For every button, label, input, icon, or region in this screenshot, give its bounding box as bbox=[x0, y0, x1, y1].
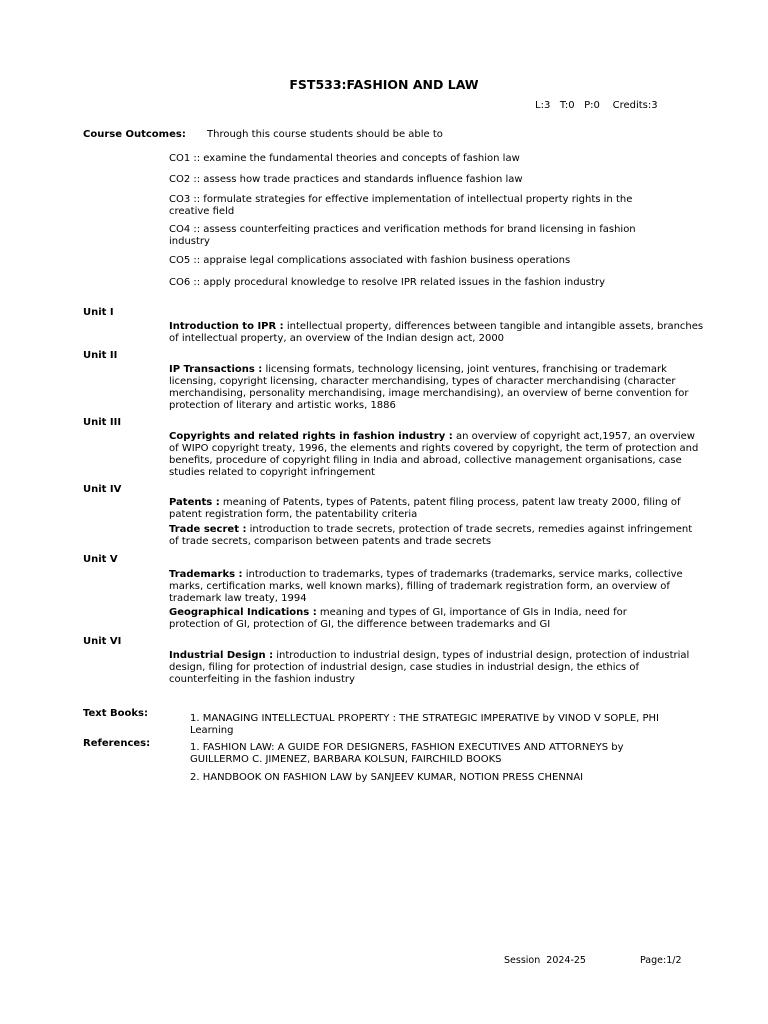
page-title: FST533:FASHION AND LAW bbox=[289, 77, 479, 92]
unit-topic bbox=[169, 607, 659, 631]
unit-topic bbox=[169, 569, 704, 605]
unit-topic bbox=[169, 431, 704, 479]
unit-topic bbox=[169, 321, 704, 345]
topic-body: licensing formats, technology licensing, joint ventures, franchising or trademark licensing, copyright licensing, character merchandising, types of character merchandising (character merchandising, personality merchandising, image merchandising), an overview of berne convention for protection of literary and artistic works, 1886 bbox=[169, 364, 689, 411]
topic-heading: Geographical Indications : bbox=[169, 607, 317, 618]
topic-heading: Introduction to IPR : bbox=[169, 321, 284, 332]
course-outcomes-intro: Through this course students should be able to bbox=[207, 129, 443, 140]
topic-heading: Patents : bbox=[169, 497, 220, 508]
topic-body: introduction to trademarks, types of trademarks (trademarks, service marks, collective marks, certification marks, well known marks), filling of trademark registration form, an overview of trademark law treaty, 1994 bbox=[169, 569, 683, 604]
topic-body: meaning and types of GI, importance of GIs in India, need for protection of GI, protection of GI, the difference between trademarks and GI bbox=[169, 607, 627, 630]
topic-heading: Industrial Design : bbox=[169, 650, 274, 661]
page-number: Page:1/2 bbox=[640, 955, 682, 966]
reference-item: 2. HANDBOOK ON FASHION LAW by SANJEEV KUMAR, NOTION PRESS CHENNAI bbox=[190, 772, 584, 783]
unit-topic bbox=[169, 364, 704, 412]
unit-topic bbox=[169, 524, 704, 548]
topic-heading: Trademarks : bbox=[169, 569, 243, 580]
topic-body: intellectual property, differences between tangible and intangible assets, branches of intellectual property, an overview of the Indian design act, 2000 bbox=[169, 321, 704, 344]
topic-body: introduction to industrial design, types of industrial design, protection of industrial design, filing for protection of industrial design, case studies in industrial design, the ethics of counterfeiting in the fashion industry bbox=[169, 650, 690, 685]
topic-body: an overview of copyright act,1957, an overview of WIPO copyright treaty, 1996, the elements and rights covered by copyright, the term of protection and benefits, procedure of copyright filing in India and abroad, collective management organisations, case studies related to copyright infringement bbox=[169, 431, 699, 478]
unit-topic bbox=[169, 650, 704, 686]
reference-item: 1. FASHION LAW: A GUIDE FOR DESIGNERS, FASHION EXECUTIVES AND ATTORNEYS by GUILLERMO C. JIMENEZ, BARBARA KOLSUN, FAIRCHILD BOOKS bbox=[190, 742, 624, 765]
credit-info: L:3 T:0 P:0 Credits:3 bbox=[535, 100, 658, 111]
co-item: CO6 :: apply procedural knowledge to resolve IPR related issues in the fashion industry bbox=[169, 277, 606, 288]
unit-label: Unit VI bbox=[83, 636, 122, 647]
topic-body: introduction to trade secrets, protection of trade secrets, remedies against infringement of trade secrets, comparison between patents and trade secrets bbox=[169, 524, 693, 547]
unit-label: Unit I bbox=[83, 307, 114, 318]
text-books-label: Text Books: bbox=[83, 708, 148, 719]
unit-label: Unit III bbox=[83, 417, 122, 428]
unit-label: Unit II bbox=[83, 350, 118, 361]
references-label: References: bbox=[83, 738, 151, 749]
co-item: CO3 :: formulate strategies for effective implementation of intellectual property rights in the creative field bbox=[169, 194, 633, 217]
session-label: Session 2024-25 bbox=[504, 955, 586, 966]
text-book-item: 1. MANAGING INTELLECTUAL PROPERTY : THE STRATEGIC IMPERATIVE by VINOD V SOPLE, PHI Learning bbox=[190, 713, 660, 736]
co-item: CO5 :: appraise legal complications associated with fashion business operations bbox=[169, 255, 571, 266]
topic-heading: Copyrights and related rights in fashion industry : bbox=[169, 431, 453, 442]
co-item: CO1 :: examine the fundamental theories and concepts of fashion law bbox=[169, 153, 520, 164]
course-outcomes-label: Course Outcomes: bbox=[83, 129, 186, 140]
unit-topic bbox=[169, 497, 704, 521]
topic-heading: Trade secret : bbox=[169, 524, 247, 535]
topic-body: meaning of Patents, types of Patents, patent filing process, patent law treaty 2000, filing of patent registration form, the patentability criteria bbox=[169, 497, 681, 520]
topic-heading: IP Transactions : bbox=[169, 364, 263, 375]
co-item: CO4 :: assess counterfeiting practices and verification methods for brand licensing in fashion industry bbox=[169, 224, 636, 247]
co-item: CO2 :: assess how trade practices and standards influence fashion law bbox=[169, 174, 523, 185]
unit-label: Unit V bbox=[83, 554, 118, 565]
unit-label: Unit IV bbox=[83, 484, 122, 495]
